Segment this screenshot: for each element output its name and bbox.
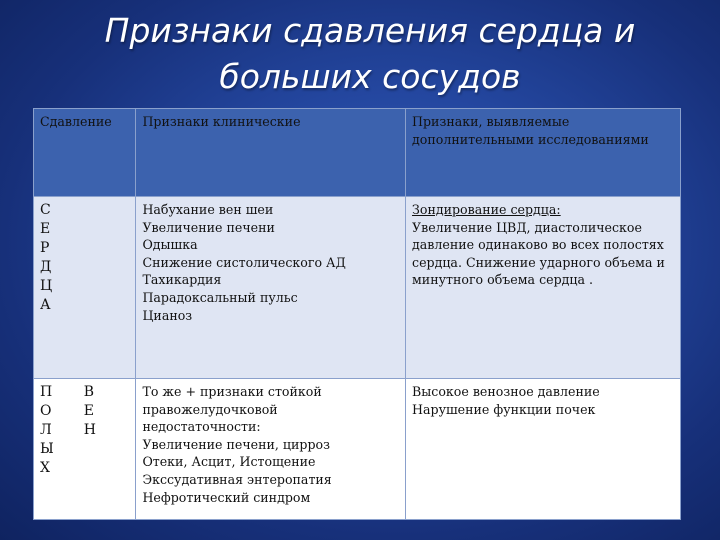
signs-table	[33, 108, 681, 520]
list-item: Снижение систолического АД	[142, 254, 346, 270]
vertical-word-veins: В Е Н	[83, 384, 96, 438]
table-row-veins	[34, 379, 681, 520]
list-item: Тахикардия	[142, 272, 222, 288]
slide-title-line-1: Признаки сдавления сердца и	[104, 11, 636, 50]
header-clinical-signs: Признаки клинические	[136, 109, 406, 197]
vertical-word-heart: С Е Р Д Ц А	[40, 202, 53, 313]
additional-signs-veins	[406, 379, 681, 520]
list-item: Нарушение функции почек	[412, 401, 596, 417]
list-item: Цианоз	[142, 307, 193, 323]
header-additional-signs: Признаки, выявляемые дополнительными исследованиями	[406, 109, 681, 197]
list-item: Набухание вен шеи	[142, 202, 274, 217]
additional-text: Увеличение ЦВД, диастолическое давление одинаково во всех полостях сердца. Снижение ударного объема и минутного объема сердца .	[412, 219, 665, 288]
slide-title-line-2: больших сосудов	[219, 57, 521, 96]
list-item: Высокое венозное давление	[412, 384, 600, 399]
table-header-row	[34, 109, 681, 197]
table-row-heart	[34, 197, 681, 379]
vertical-word-hollow: П О Л Ы Х	[40, 384, 54, 476]
list-item: Увеличение печени	[142, 219, 275, 235]
list-item: Отеки, Асцит, Истощение	[142, 454, 316, 470]
list-item: Увеличение печени, цирроз	[142, 436, 330, 452]
clinical-signs-veins	[136, 379, 406, 520]
list-item: То же + признаки стойкой правожелудочковой недостаточности:	[142, 384, 322, 435]
list-item: Парадоксальный пульс	[142, 289, 298, 305]
header-compression: Сдавление	[34, 109, 136, 197]
compression-cell-veins	[34, 379, 136, 520]
additional-heading: Зондирование сердца:	[412, 202, 561, 217]
list-item: Нефротический синдром	[142, 489, 311, 505]
additional-signs-heart	[406, 197, 681, 379]
compression-cell-heart	[34, 197, 136, 379]
slide-title	[40, 8, 700, 100]
list-item: Экссудативная энтеропатия	[142, 471, 332, 487]
list-item: Одышка	[142, 237, 198, 253]
clinical-signs-heart	[136, 197, 406, 379]
